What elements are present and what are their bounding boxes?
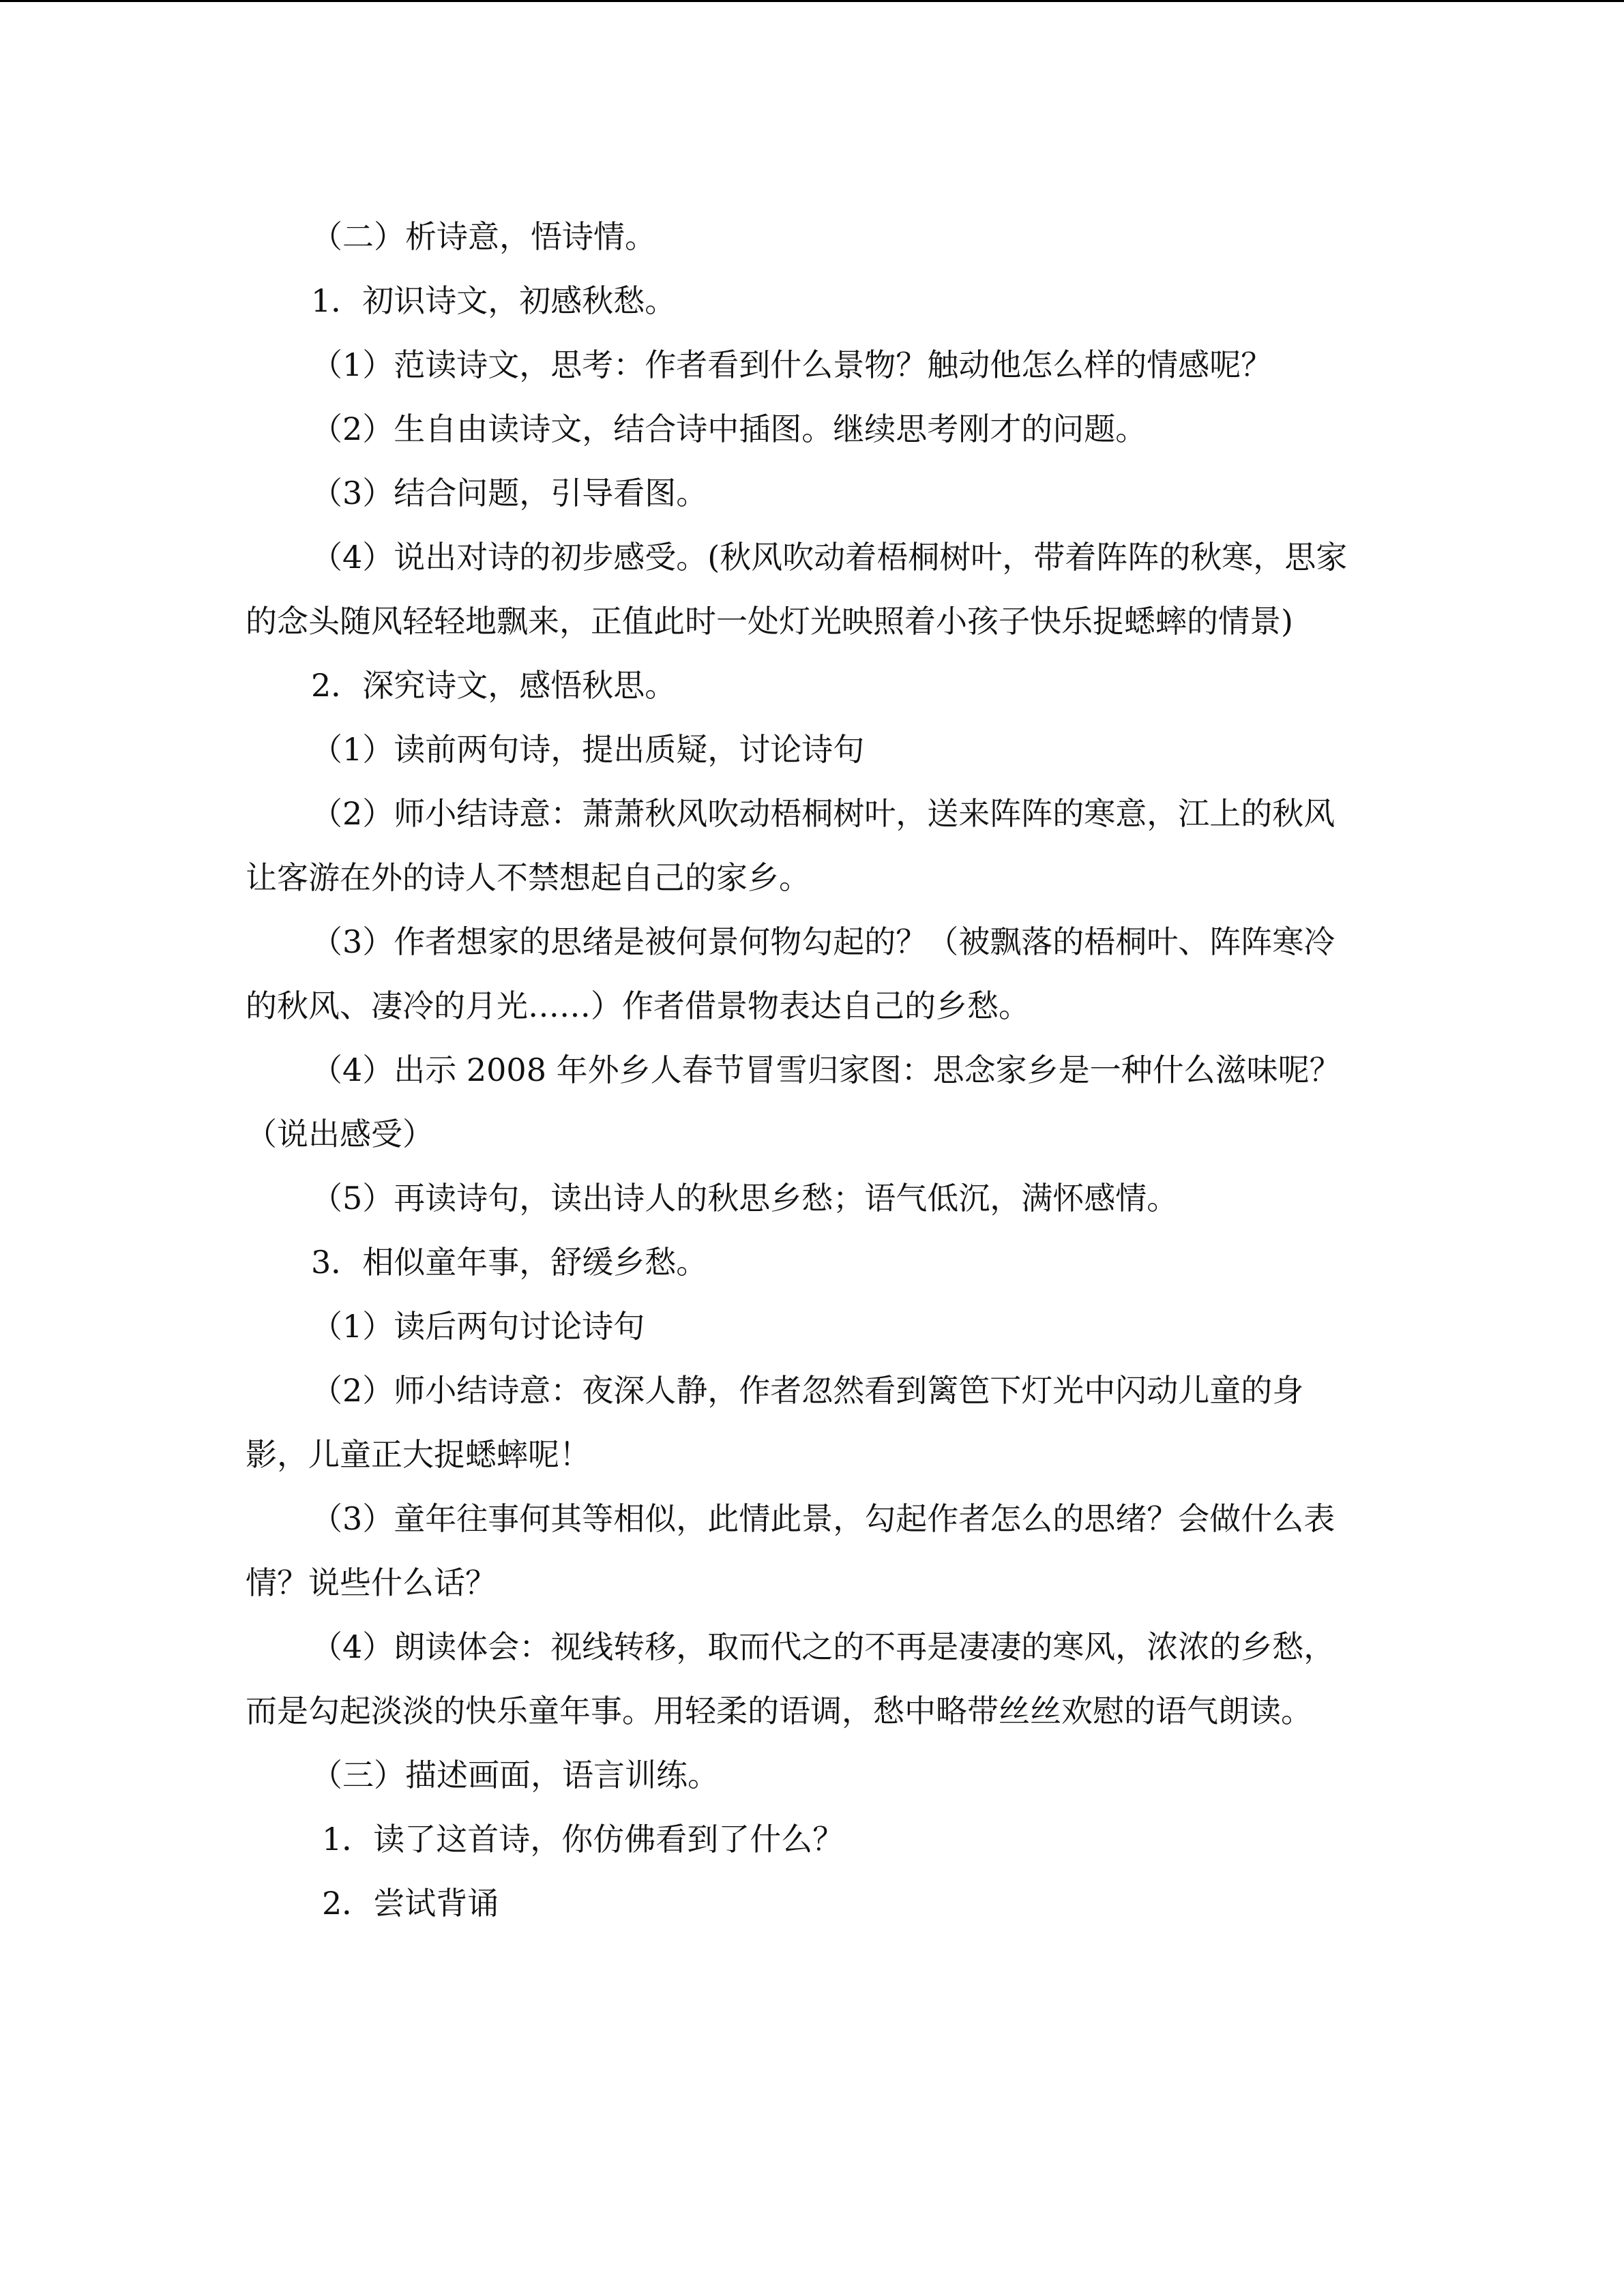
list-item: 1．读了这首诗，你仿佛看到了什么？: [322, 1821, 844, 1858]
list-item: （3）作者想家的思绪是被何景何物勾起的？（被飘落的梧桐叶、阵阵寒冷的秋风、凄冷的月光……）作者借景物表达自己的乡愁。: [246, 923, 1335, 1024]
list-item: （2）师小结诗意：萧萧秋风吹动梧桐树叶，送来阵阵的寒意，江上的秋风让客游在外的诗人不禁想起自己的家乡。: [246, 795, 1335, 896]
list-item: （3）结合问题，引导看图。: [311, 475, 708, 511]
subsection-heading-3: 3．相似童年事，舒缓乡愁。: [311, 1244, 708, 1281]
top-border-line: [0, 0, 1624, 2]
document-body: [246, 205, 1364, 1935]
list-item: （3）童年往事何其等相似，此情此景，勾起作者怎么的思绪？会做什么表情？说些什么话？: [246, 1500, 1335, 1601]
list-item: 2．尝试背诵: [322, 1885, 499, 1922]
list-item: （2）师小结诗意：夜深人静，作者忽然看到篱笆下灯光中闪动儿童的身影，儿童正大捉蟋蟀呢！: [246, 1372, 1304, 1473]
list-item: （1）读后两句讨论诗句: [311, 1308, 645, 1345]
section-heading-3: （三）描述画面，语言训练。: [311, 1757, 719, 1793]
list-item: （4）朗读体会：视线转移，取而代之的不再是凄凄的寒风，浓浓的乡愁，而是勾起淡淡的快乐童年事。用轻柔的语调，愁中略带丝丝欢慰的语气朗读。: [246, 1628, 1335, 1729]
subsection-heading-2: 2．深究诗文，感悟秋思。: [311, 667, 677, 704]
list-item: （4）出示 2008 年外乡人春节冒雪归家图：思念家乡是一种什么滋味呢？（说出感受）: [246, 1052, 1341, 1152]
list-item: （2）生自由读诗文，结合诗中插图。继续思考刚才的问题。: [311, 411, 1147, 447]
subsection-heading-1: 1．初识诗文，初感秋愁。: [311, 282, 677, 319]
section-heading-2: （二）析诗意，悟诗情。: [311, 218, 656, 255]
list-item: （5）再读诗句，读出诗人的秋思乡愁；语气低沉，满怀感情。: [311, 1180, 1179, 1217]
list-item: （4）说出对诗的初步感受。(秋风吹动着梧桐树叶，带着阵阵的秋寒，思家的念头随风轻轻地飘来，正值此时一处灯光映照着小孩子快乐捉蟋蟀的情景): [246, 539, 1348, 640]
list-item: （1）范读诗文，思考：作者看到什么景物？触动他怎么样的情感呢？: [311, 346, 1273, 383]
list-item: （1）读前两句诗，提出质疑，讨论诗句: [311, 731, 865, 768]
